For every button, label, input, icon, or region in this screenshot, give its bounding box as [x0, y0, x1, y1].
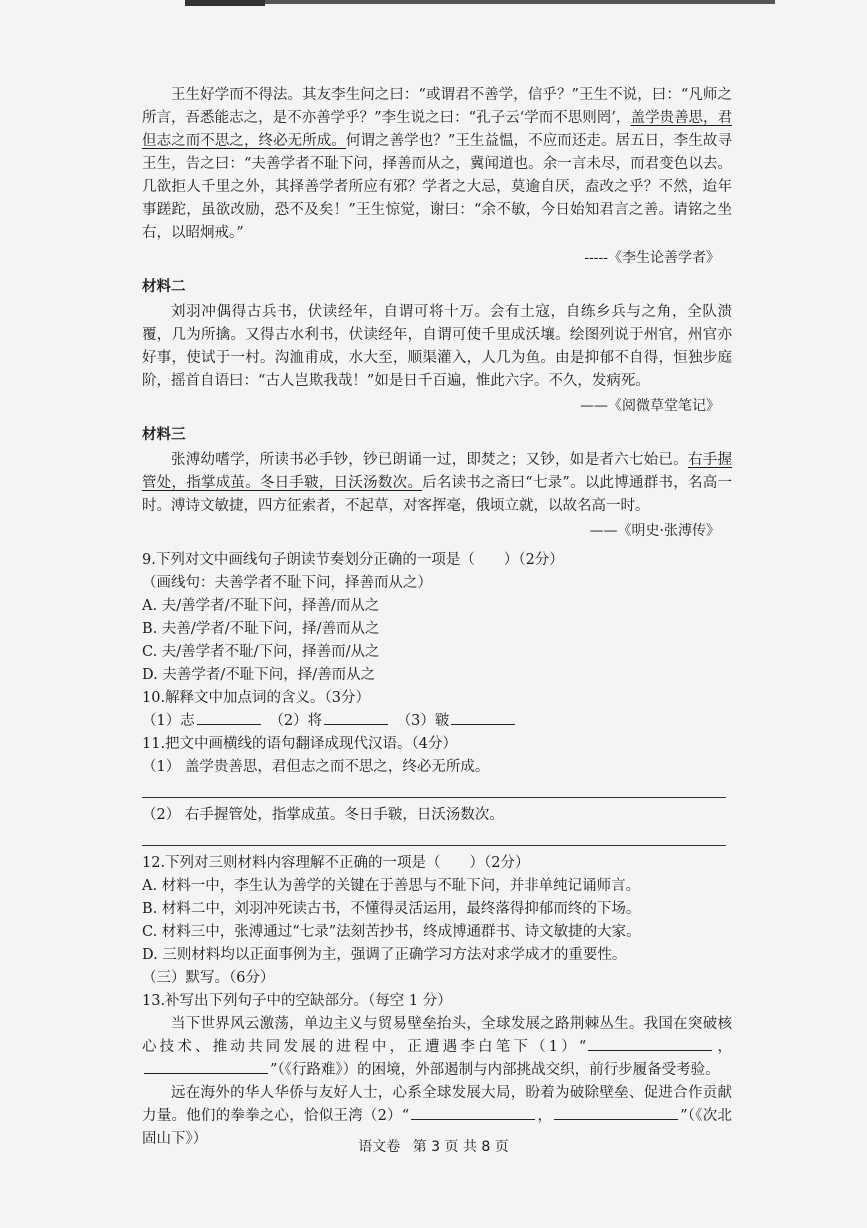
q10-item-3: （3）皲 [396, 713, 450, 729]
question-9-option-c: C. 夫/善学者不耻/下问，择善而/从之 [142, 644, 380, 660]
material-1-source: -----《李生论善学者》 [584, 250, 720, 266]
question-12-option-c: C. 材料三中，张溥通过“七录”法刻苦抄书，终成博通群书、诗文敏捷的大家。 [142, 924, 641, 940]
material-3-heading: 材料三 [142, 427, 186, 443]
question-12-option-b: B. 材料二中，刘羽冲死读古书，不懂得灵活运用，最终落得抑郁而终的下场。 [142, 901, 641, 917]
top-edge-mark [185, 0, 265, 6]
question-9: 9.下列对文中画线句子朗读节奏划分正确的一项是（ ）（2分） [142, 552, 564, 568]
question-13-paragraph-1: 当下世界风云激荡，单边主义与贸易壁垒抬头，全球发展之路荆棘丛生。我国在突破核心技术、推动共同发展的进程中，正遭遇李白笔下（1）“ ，”（《行路难》）的困境，外部遏制与内部挑战交织，前行步履备受考验。 [142, 1016, 732, 1078]
question-9-option-a: A. 夫/善学者/不耻下问，择善/而从之 [142, 598, 380, 614]
material-1-text [142, 84, 732, 245]
section-3-heading: （三）默写。（6分） [142, 970, 275, 986]
material-2-heading: 材料二 [142, 279, 186, 295]
question-9-option-d: D. 夫善学者/不耻下问，择/善而从之 [142, 667, 376, 683]
q10-blank-3[interactable] [451, 710, 515, 725]
q13-blank-2a[interactable] [411, 1105, 535, 1120]
exam-page [142, 84, 732, 1151]
q10-item-1: （1）志 [142, 713, 195, 729]
q13-blank-1a[interactable] [588, 1036, 712, 1051]
m1-text-a: 王生好学而不得法。其友李生问之曰：“或谓君不善学，信乎？”王生不说，曰：“凡师之所言，吾悉能志之，是不亦善学乎？”李生说之曰：“孔子云‘学而不思则罔’， [142, 87, 732, 126]
m3-text-a: 张溥幼嗜学，所读书必手钞，钞已朗诵一过，即焚之；又钞，如是者六七始已。 [171, 452, 688, 468]
q13-blank-2b[interactable] [554, 1105, 678, 1120]
top-edge-line [185, 0, 775, 4]
page-footer [0, 1136, 867, 1156]
question-13: 13.补写出下列句子中的空缺部分。（每空 1 分） [142, 993, 452, 1009]
q13-blank-1b[interactable] [144, 1059, 268, 1074]
q13-p2-text-a: 远在海外的华人华侨与友好人士，心系全球发展大局，盼着为破除壁垒、促进合作贡献力量。他们的拳拳之心，恰似王湾（2）“ [142, 1085, 732, 1124]
question-12: 12.下列对三则材料内容理解不正确的一项是（ ）（2分） [142, 855, 530, 871]
q13-p1-text-a: 当下世界风云激荡，单边主义与贸易壁垒抬头，全球发展之路荆棘丛生。我国在突破核心技术、推动共同发展的进程中，正遭遇李白笔下（1）“ [142, 1016, 732, 1055]
m3-underlined-sentence: 右手握管处，指掌成茧。冬日手皲，日沃汤数次。 [142, 452, 733, 491]
footer-subject: 语文卷 [358, 1139, 401, 1155]
material-3-text [142, 449, 732, 518]
material-2-text: 刘羽冲偶得古兵书，伏读经年，自谓可将十万。会有土寇，自练乡兵与之角，全队溃覆，几为所擒。又得古水利书，伏读经年，自谓可使千里成沃壤。绘图列说于州官，州官亦好事，使试于一村。沟洫甫成，水大至，顺渠灌入，人几为鱼。由是抑郁不自得，恒独步庭阶，摇首自语曰：“古人岂欺我哉！”如是日千百遍，惟此六字。不久，发病死。 [142, 304, 732, 389]
m3-text-b: 后名读书之斋曰“七录”。以此博通群书，名高一时。溥诗文敏捷，四方征索者，不起草，对客挥毫，俄顷立就，以故名高一时。 [142, 475, 732, 514]
q10-item-2: （2）将 [269, 713, 323, 729]
question-10-items [142, 710, 732, 733]
question-11: 11.把文中画横线的语句翻译成现代汉语。（4分） [142, 736, 458, 752]
question-12-option-d: D. 三则材料均以正面事例为主，强调了正确学习方法对求学成才的重要性。 [142, 947, 627, 963]
material-3-source: ——《明史·张溥传》 [589, 523, 720, 539]
question-11-item-2: （2） 右手握管处，指掌成茧。冬日手皲，日沃汤数次。 [142, 807, 504, 823]
material-2-source: ——《阅微草堂笔记》 [580, 398, 720, 414]
question-11-item-1: （1） 盖学贵善思，君但志之而不思之，终必无所成。 [142, 759, 490, 775]
question-12-option-a: A. 材料一中，李生认为善学的关键在于善思与不耻下问，并非单纯记诵师言。 [142, 878, 641, 894]
m1-text-b: 何谓之善学也？”王生益愠，不应而还走。居五日，李生故寻王生，告之曰：“夫善学者不耻下问，择善而从之，冀闻道也。余一言未尽，而君变色以去。几欲拒人千里之外，其择善学者所应有邪？学者之大忌，莫逾自厌，盍改之乎？不然，迨年事蹉跎，虽欲改励，恐不及矣！”王生惊觉，谢曰：“余不敏，今日始知君言之善。请铭之坐右，以昭炯戒。” [142, 133, 732, 241]
q10-blank-2[interactable] [324, 710, 388, 725]
q13-p2-text-b: ”（《次北固山下》） [142, 1108, 732, 1147]
question-13-paragraph-2: 远在海外的华人华侨与友好人士，心系全球发展大局，盼着为破除壁垒、促进合作贡献力量。他们的拳拳之心，恰似王湾（2）“ ， ”（《次北固山下》） [142, 1085, 732, 1147]
answer-line-2[interactable] [142, 827, 726, 846]
answer-line-1[interactable] [142, 779, 726, 798]
question-9-option-b: B. 夫善/学者/不耻下问，择/善而从之 [142, 621, 380, 637]
q13-p1-text-b: ”（《行路难》）的困境，外部遏制与内部挑战交织，前行步履备受考验。 [270, 1062, 720, 1078]
q10-blank-1[interactable] [197, 710, 261, 725]
footer-page-number: 第 3 页 共 8 页 [412, 1139, 509, 1155]
m1-underlined-sentence: 盖学贵善思，君但志之而不思之，终必无所成。 [142, 110, 733, 149]
question-9-note: （画线句：夫善学者不耻下问，择善而从之） [142, 575, 432, 591]
question-10: 10.解释文中加点词的含义。（3分） [142, 690, 371, 706]
